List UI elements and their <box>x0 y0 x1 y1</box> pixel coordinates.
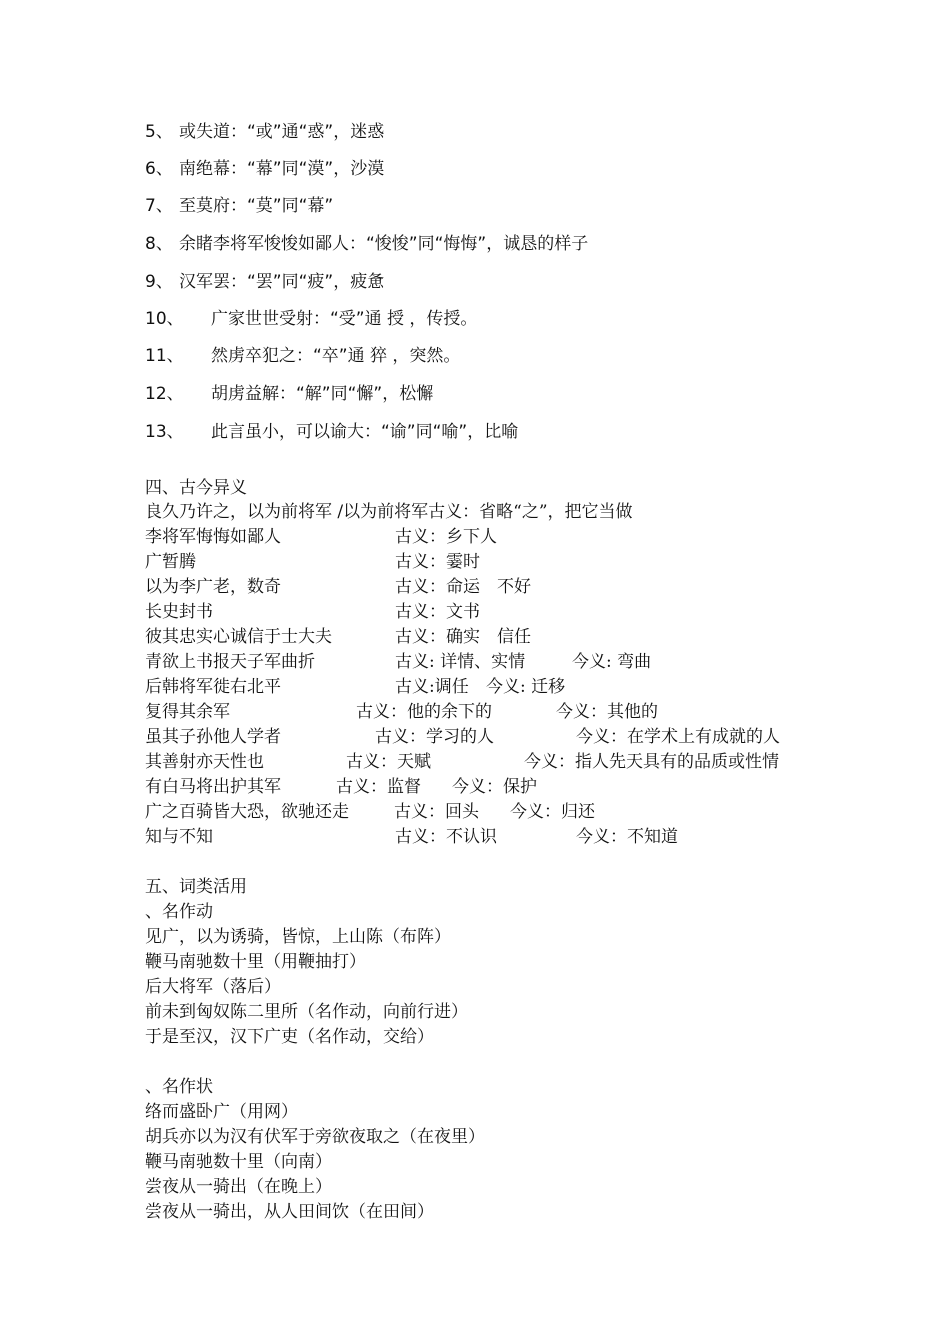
term-text: 其善射亦天性也 <box>145 752 264 772</box>
term-text: 广暂腾 <box>145 552 196 572</box>
modern-meaning: 今义: 迁移 <box>486 677 566 697</box>
list-item <box>145 307 477 331</box>
modern-meaning: 今义：保护 <box>452 777 537 797</box>
text-line: 于是至汉，汉下广吏（名作动，交给） <box>145 1027 434 1047</box>
term-text: 虽其子孙他人学者 <box>145 727 281 747</box>
text-line: 鞭马南驰数十里（用鞭抽打） <box>145 952 366 972</box>
item-text: 南绝幕：“幕”同“漠”，沙漠 <box>179 159 385 179</box>
term-text: 长史封书 <box>145 602 213 622</box>
term-text: 青欲上书报天子军曲折 <box>145 652 315 672</box>
text-line: 后大将军（落后） <box>145 977 281 997</box>
list-item <box>145 157 384 181</box>
ancient-meaning: 古义：乡下人 <box>395 527 497 547</box>
item-text: 此言虽小，可以谕大：“谕”同“喻”，比喻 <box>211 422 519 442</box>
modern-meaning: 今义: 弯曲 <box>572 652 652 672</box>
text-line: 络而盛卧广（用网） <box>145 1102 298 1122</box>
ancient-meaning: 古义：霎时 <box>395 552 480 572</box>
term-text: 李将军悔悔如鄙人 <box>145 527 281 547</box>
item-text: 汉军罢：“罢”同“疲”，疲惫 <box>179 272 385 292</box>
ancient-meaning: 古义：他的余下的 <box>356 702 492 722</box>
item-text: 然虏卒犯之：“卒”通 猝 ，突然。 <box>211 346 461 366</box>
list-item <box>145 232 588 256</box>
term-text: 后韩将军徙右北平 <box>145 677 281 697</box>
item-number: 12、 <box>145 384 184 404</box>
modern-meaning: 今义：归还 <box>510 802 595 822</box>
section-heading: 四、古今异义 <box>145 478 247 498</box>
subsection-heading: 、名作状 <box>145 1077 213 1097</box>
ancient-meaning: 古义：确实 信任 <box>395 627 531 647</box>
item-number: 7、 <box>145 196 173 216</box>
item-number: 11、 <box>145 346 184 366</box>
ancient-meaning: 古义：不认识 <box>395 827 497 847</box>
term-text: 彼其忠实心诚信于士大夫 <box>145 627 332 647</box>
item-number: 8、 <box>145 234 173 254</box>
text-line: 前未到匈奴陈二里所（名作动，向前行进） <box>145 1002 468 1022</box>
item-text: 或失道：“或”通“惑”，迷惑 <box>179 122 385 142</box>
text-line: 尝夜从一骑出（在晚上） <box>145 1177 332 1197</box>
item-text: 至莫府：“莫”同“幕” <box>179 196 334 216</box>
item-number: 5、 <box>145 122 173 142</box>
list-item <box>145 344 460 368</box>
item-text: 胡虏益解：“解”同“懈”，松懈 <box>211 384 434 404</box>
modern-meaning: 今义：其他的 <box>556 702 658 722</box>
item-number: 9、 <box>145 272 173 292</box>
list-item <box>145 120 384 144</box>
subsection-heading: 、名作动 <box>145 902 213 922</box>
modern-meaning: 今义：指人先天具有的品质或性情 <box>524 752 779 772</box>
text-line: 尝夜从一骑出，从人田间饮（在田间） <box>145 1202 434 1222</box>
item-number: 6、 <box>145 159 173 179</box>
ancient-meaning: 古义: 详情、实情 <box>395 652 526 672</box>
item-number: 13、 <box>145 422 184 442</box>
list-item <box>145 420 518 444</box>
text-line: 鞭马南驰数十里（向南） <box>145 1152 332 1172</box>
ancient-meaning: 古义:调任 <box>395 677 469 697</box>
text-line: 见广，以为诱骑，皆惊，上山陈（布阵） <box>145 927 451 947</box>
ancient-meaning: 古义：命运 不好 <box>395 577 531 597</box>
text-line: 胡兵亦以为汉有伏军于旁欲夜取之（在夜里） <box>145 1127 485 1147</box>
list-item <box>145 382 433 406</box>
ancient-meaning: 古义：文书 <box>395 602 480 622</box>
text-line: 良久乃许之，以为前将军 /以为前将军古义：省略“之”，把它当做 <box>145 502 633 522</box>
modern-meaning: 今义：不知道 <box>576 827 678 847</box>
ancient-meaning: 古义：学习的人 <box>375 727 494 747</box>
item-text: 余睹李将军悛悛如鄙人：“悛悛”同“悔悔”，诚恳的样子 <box>179 234 589 254</box>
list-item <box>145 194 333 218</box>
ancient-meaning: 古义：天赋 <box>346 752 431 772</box>
section-heading: 五、词类活用 <box>145 877 247 897</box>
term-text: 复得其余军 <box>145 702 230 722</box>
ancient-meaning: 古义：监督 <box>336 777 421 797</box>
modern-meaning: 今义：在学术上有成就的人 <box>576 727 780 747</box>
item-text: 广家世世受射：“受”通 授 ，传授。 <box>211 309 478 329</box>
ancient-meaning: 古义：回头 <box>394 802 479 822</box>
term-text: 知与不知 <box>145 827 213 847</box>
term-text: 以为李广老，数奇 <box>145 577 281 597</box>
term-text: 广之百骑皆大恐，欲驰还走 <box>145 802 349 822</box>
list-item <box>145 270 384 294</box>
item-number: 10、 <box>145 309 184 329</box>
term-text: 有白马将出护其军 <box>145 777 281 797</box>
